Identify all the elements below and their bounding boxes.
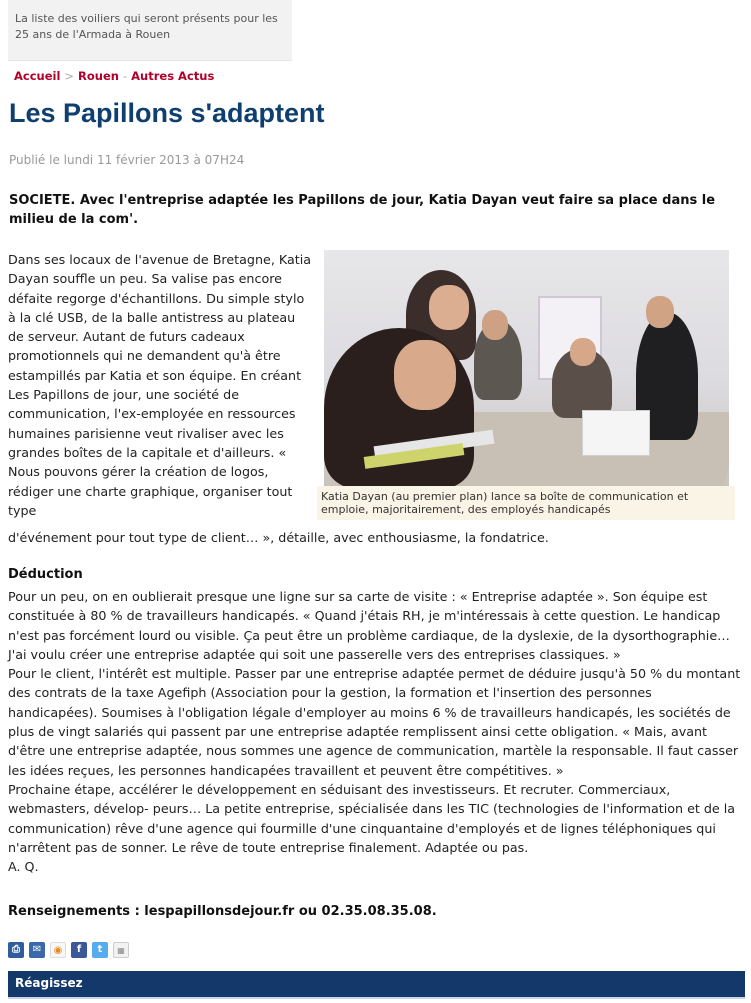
print-icon[interactable]: ⎙ <box>8 942 24 958</box>
mail-icon[interactable]: ✉ <box>29 942 45 958</box>
article-paragraph: Pour un peu, on en oublierait presque une ligne sur sa carte de visite : « Entreprise adaptée ». Son équipe est constituée à 80 % de travailleurs handicapés. « Quand j'étais RH, je m'intéressais à cette question. Le handicap n'est pas forcément lourd ou visible. Ça peut être un problème cardiaque, de la dyslexie, de la dysorthographie… J'ai voulu créer une entreprise adaptée qui soit une passerelle vers des entreprises classiques. » <box>8 589 730 662</box>
breadcrumb-separator: > <box>64 69 75 83</box>
photo-caption: Katia Dayan (au premier plan) lance sa boîte de communication et emploie, majoritairement, des employés handicapés <box>317 486 735 520</box>
article-paragraph: Pour le client, l'intérêt est multiple. Passer par une entreprise adaptée permet de déduire jusqu'à 50 % du montant des contrats de la taxe Agefiph (Association pour la gestion, la formation et l'insertion des personnes handicapées). Soumises à l'obligation légale d'employer au moins 6 % de travailleurs handicapés, les sociétés de plus de vingt salariés qui passent par une entreprise adaptée remplissent ainsi cette obligation. « Mais, avant d'être une entreprise adaptée, nous sommes une agence de communication, martèle la responsable. Il faut casser les idées reçues, les personnes handicapées travaillent et peuvent être compétitives. » <box>8 666 741 778</box>
article-author: A. Q. <box>8 859 39 875</box>
breadcrumb-home[interactable]: Accueil <box>14 69 61 83</box>
article-lead: SOCIETE. Avec l'entreprise adaptée les Papillons de jour, Katia Dayan veut faire sa place dans le milieu de la com'. <box>9 193 716 227</box>
delicious-icon[interactable]: ▦ <box>113 942 129 958</box>
article-paragraph-intro-end: d'événement pour tout type de client… », détaille, avec enthousiasme, la fondatrice. <box>8 530 549 545</box>
breadcrumb-separator: - <box>122 69 128 83</box>
rss-icon[interactable]: ◉ <box>50 942 66 958</box>
facebook-icon[interactable]: f <box>71 942 87 958</box>
comments-header[interactable] <box>8 971 745 999</box>
breadcrumb <box>14 69 214 83</box>
photo-face <box>394 340 456 410</box>
article-body <box>8 587 744 876</box>
article-photo[interactable] <box>324 250 729 486</box>
page-title: Les Papillons s'adaptent <box>9 98 325 128</box>
breadcrumb-rouen[interactable]: Rouen <box>78 69 119 83</box>
twitter-icon[interactable]: t <box>92 942 108 958</box>
related-article-link[interactable]: La liste des voiliers qui seront présents pour les 25 ans de l'Armada à Rouen <box>15 12 278 41</box>
photo-face <box>570 338 596 366</box>
article-paragraph: Prochaine étape, accélérer le développement en séduisant des investisseurs. Et recruter. Commerciaux, webmasters, dévelop- peurs… La petite entreprise, spécialisée dans les TIC (technologies de l'information et de la communication) rêve d'une agence qui fourmille d'une cinquantaine d'employés et de lignes téléphoniques qui n'arrêtent pas de sonner. Le rêve de toute entreprise finalement. Adaptée ou pas. <box>8 781 736 855</box>
photo-face <box>646 296 674 328</box>
article-paragraph-intro: Dans ses locaux de l'avenue de Bretagne, Katia Dayan souffle un peu. Sa valise pas encore défaite regorge d'échantillons. Du simple stylo à la clé USB, de la balle antistress au plateau de serveur. Autant de futurs cadeaux promotionnels qui ne demandent qu'à être estampillés par Katia et son équipe. En créant Les Papillons de jour, une société de communication, l'ex-employée en ressources humaines parisienne veut rivaliser avec les grandes boîtes de la capitale et d'ailleurs. « Nous pouvons gérer la création de logos, rédiger une charte graphique, organiser tout type <box>8 252 312 518</box>
breadcrumb-autres-actus[interactable]: Autres Actus <box>131 69 215 83</box>
related-article-box <box>8 0 292 61</box>
publication-date: Publié le lundi 11 février 2013 à 07H24 <box>9 153 245 167</box>
photo-box <box>582 410 650 456</box>
contact-info: Renseignements : lespapillonsdejour.fr ou 02.35.08.35.08. <box>8 904 437 919</box>
photo-face <box>482 310 508 340</box>
share-toolbar <box>8 942 129 960</box>
comments-label: Réagissez <box>15 976 83 990</box>
photo-face <box>429 285 469 330</box>
section-heading: Déduction <box>8 567 83 582</box>
